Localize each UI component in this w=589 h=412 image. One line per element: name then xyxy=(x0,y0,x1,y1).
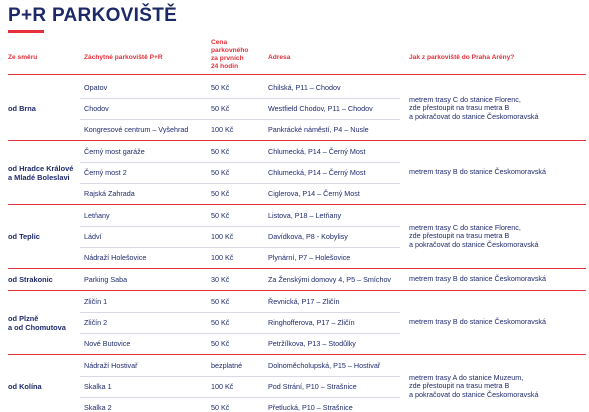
header-direction: Ze směru xyxy=(8,54,38,61)
route-note: zde přestoupit na trasu metra B xyxy=(409,103,510,113)
parking-name: Skalka 2 xyxy=(84,403,112,412)
parking-address: Westfield Chodov, P11 – Chodov xyxy=(268,104,373,113)
row-divider xyxy=(80,397,400,398)
parking-name: Skalka 1 xyxy=(84,382,112,391)
route-note: a pokračovat do stanice Českomoravská xyxy=(409,111,539,121)
row-divider xyxy=(80,183,400,184)
row-divider xyxy=(80,119,400,120)
direction-label: od Brna xyxy=(8,104,36,113)
parking-name: Černý most garáže xyxy=(84,147,145,156)
title-underline xyxy=(8,30,44,33)
parking-name: Černý most 2 xyxy=(84,168,127,177)
parking-name: Nádraží Hostivař xyxy=(84,361,138,370)
group-divider xyxy=(8,204,586,205)
parking-address: Chlumecká, P14 – Černý Most xyxy=(268,147,366,156)
direction-label: a Mladé Boleslavi xyxy=(8,172,70,182)
header-divider xyxy=(8,74,586,75)
row-divider xyxy=(80,312,400,313)
parking-price: 50 Kč xyxy=(211,168,230,177)
route-note: a pokračovat do stanice Českomoravská xyxy=(409,389,539,399)
parking-address: Řevnická, P17 – Zličín xyxy=(268,297,340,306)
parking-address: Petržílkova, P13 – Stodůlky xyxy=(268,339,356,348)
header-price-line: 24 hodin xyxy=(211,63,239,70)
group-divider xyxy=(8,354,586,355)
route-note: metrem trasy C do stanice Florenc, xyxy=(409,95,521,105)
direction-label: od Plzně xyxy=(8,313,39,323)
route-note: metrem trasy B do stanice Českomoravská xyxy=(409,274,547,284)
parking-name: Opatov xyxy=(84,83,108,92)
parking-price: 50 Kč xyxy=(211,147,230,156)
group-divider xyxy=(8,140,586,141)
parking-price: 50 Kč xyxy=(211,403,230,412)
parking-price: 50 Kč xyxy=(211,318,230,327)
parking-name: Zličín 1 xyxy=(84,297,108,306)
route-note: metrem trasy A do stanice Muzeum, xyxy=(409,373,524,383)
parking-price: bezplatné xyxy=(211,361,243,370)
header-price-line: parkovného xyxy=(211,47,249,54)
parking-name: Letňany xyxy=(84,211,110,220)
parking-name: Chodov xyxy=(84,104,109,113)
route-note: zde přestoupit na trasu metra B xyxy=(409,231,510,241)
parking-address: Dolnoměcholupská, P15 – Hostivař xyxy=(268,361,381,370)
parking-name: Nové Butovice xyxy=(84,339,131,348)
parking-address: Plynární, P7 – Holešovice xyxy=(268,253,351,262)
parking-name: Ládví xyxy=(84,232,102,241)
parking-price: 50 Kč xyxy=(211,104,230,113)
row-divider xyxy=(80,376,400,377)
parking-address: Za Ženskými domovy 4, P5 – Smíchov xyxy=(268,275,392,284)
parking-name: Rajská Zahrada xyxy=(84,189,135,198)
parking-price: 100 Kč xyxy=(211,232,234,241)
row-divider xyxy=(80,226,400,227)
row-divider xyxy=(80,333,400,334)
parking-price: 50 Kč xyxy=(211,211,230,220)
group-divider xyxy=(8,268,586,269)
direction-label: od Hradce Králové xyxy=(8,163,74,173)
direction-label: a od Chomutova xyxy=(8,322,66,332)
route-note: metrem trasy B do stanice Českomoravská xyxy=(409,317,547,327)
parking-price: 30 Kč xyxy=(211,275,230,284)
parking-address: Davídkova, P8 - Kobylisy xyxy=(268,232,348,241)
parking-address: Chlumecká, P14 – Černý Most xyxy=(268,168,366,177)
parking-address: Ringhofferova, P17 – Zličín xyxy=(268,318,355,327)
row-divider xyxy=(80,162,400,163)
header-parking: Záchytné parkoviště P+R xyxy=(84,54,163,61)
group-divider xyxy=(8,290,586,291)
parking-price: 50 Kč xyxy=(211,339,230,348)
parking-price: 50 Kč xyxy=(211,83,230,92)
parking-price: 50 Kč xyxy=(211,297,230,306)
parking-name: Zličín 2 xyxy=(84,318,108,327)
direction-label: od Teplic xyxy=(8,232,40,241)
parking-address: Ciglerova, P14 – Černý Most xyxy=(268,189,360,198)
parking-price: 100 Kč xyxy=(211,125,234,134)
parking-address: Pankrácké náměstí, P4 – Nusle xyxy=(268,125,369,134)
parking-name: Parking Saba xyxy=(84,275,128,284)
parking-name: Nádraží Holešovice xyxy=(84,253,147,262)
page-title: P+R PARKOVIŠTĚ xyxy=(8,5,178,26)
parking-name: Kongresové centrum – Vyšehrad xyxy=(84,125,189,134)
parking-address: Přetlucká, P10 – Strašnice xyxy=(268,403,353,412)
route-note: metrem trasy C do stanice Florenc, xyxy=(409,223,521,233)
header-price-line: za prvních xyxy=(211,55,244,62)
parking-price: 100 Kč xyxy=(211,382,234,391)
header-price-line: Cena xyxy=(211,39,228,46)
parking-address: Listova, P18 – Letňany xyxy=(268,211,342,220)
direction-label: od Strakonic xyxy=(8,275,53,284)
row-divider xyxy=(80,98,400,99)
header-route: Jak z parkoviště do Praha Arény? xyxy=(409,54,515,61)
parking-price: 100 Kč xyxy=(211,253,234,262)
route-note: metrem trasy B do stanice Českomoravská xyxy=(409,167,547,177)
direction-label: od Kolína xyxy=(8,382,42,391)
route-note: a pokračovat do stanice Českomoravská xyxy=(409,239,539,249)
parking-address: Chilská, P11 – Chodov xyxy=(268,83,341,92)
route-note: zde přestoupit na trasu metra B xyxy=(409,381,510,391)
parking-address: Pod Strání, P10 – Strašnice xyxy=(268,382,357,391)
row-divider xyxy=(80,247,400,248)
header-address: Adresa xyxy=(268,54,291,61)
parking-price: 50 Kč xyxy=(211,189,230,198)
header-price xyxy=(211,39,248,71)
